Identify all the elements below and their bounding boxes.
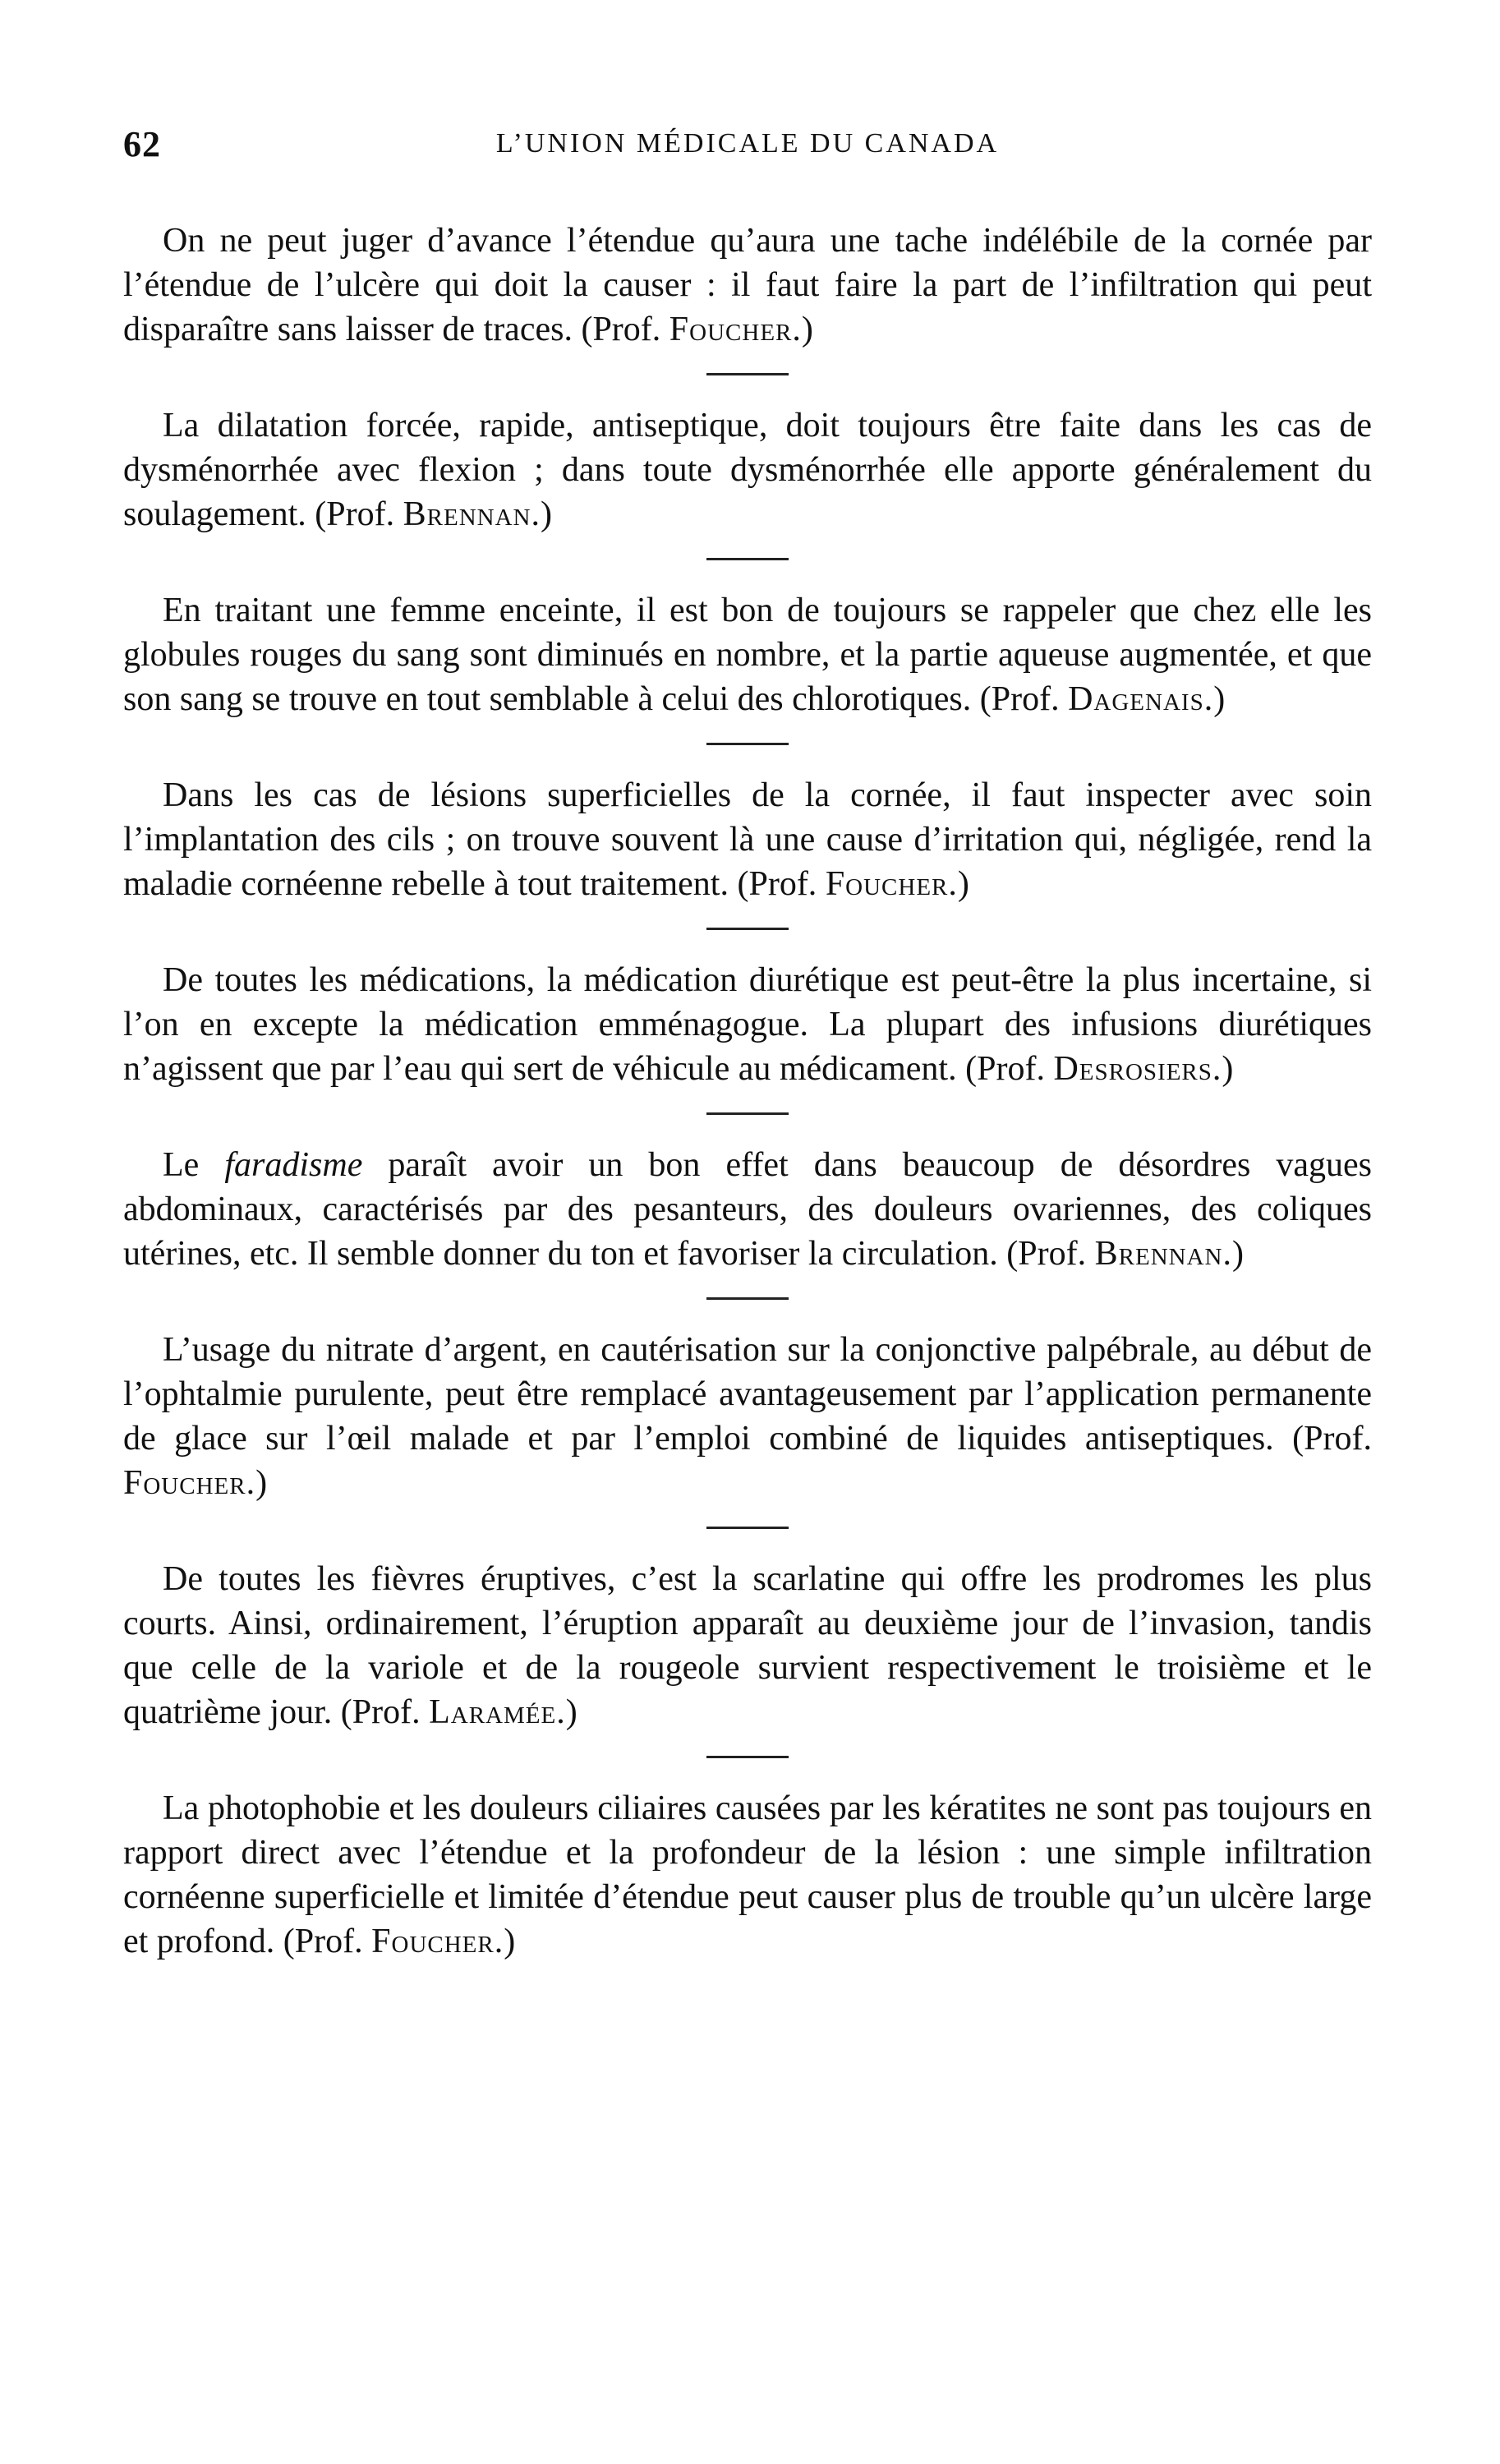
separator-rule — [706, 558, 789, 560]
separator-rule — [706, 1527, 789, 1529]
note-paragraph: Dans les cas de lésions superficielles de la cornée, il faut inspecter avec soin l’implantation des cils ; on trouve souvent là une cause d’irritation qui, négligée, rend la maladie cornéenne rebelle à tout traitement. (Prof. Foucher.) — [123, 776, 1372, 903]
attribution-prof: Prof. — [1304, 1420, 1372, 1458]
separator-rule — [706, 1297, 789, 1300]
attribution-prof: Prof. — [1018, 1235, 1087, 1273]
attribution-prof: Prof. — [748, 865, 817, 903]
attribution-prof: Prof. — [352, 1693, 421, 1731]
note-lead: Le — [163, 1146, 200, 1184]
attribution-name: Foucher. — [371, 1923, 504, 1960]
page-number: 62 — [123, 124, 161, 164]
attribution-name: Brennan. — [1094, 1235, 1232, 1273]
note-paragraph: De toutes les médications, la médication diurétique est peut-être la plus incertaine, si l’on en excepte la médication emménagogue. La plupart des infusions diurétiques n’agissent que par l’eau qui sert de véhicule au médicament. (Prof. Desrosiers.) — [123, 961, 1372, 1088]
separator-rule — [706, 373, 789, 375]
page-header — [123, 123, 1372, 173]
note-text: De toutes les fièvres éruptives, c’est la scarlatine qui offre les prodromes les plus courts. Ainsi, ordinairement, l’éruption apparaît au deuxième jour de l’invasion, tandis que celle de la variole et de la rougeole survient respectivement le troisième et le quatrième jour. — [123, 1560, 1372, 1731]
attribution-name: Desrosiers. — [1053, 1050, 1222, 1088]
note-text: La dilatation forcée, rapide, antiseptique, doit toujours être faite dans les cas de dysménorrhée avec flexion ; dans toute dysménorrhée elle apporte généralement du soulagement. — [123, 407, 1372, 533]
note-paragraph: La dilatation forcée, rapide, antiseptique, doit toujours être faite dans les cas de dysménorrhée avec flexion ; dans toute dysménorrhée elle apporte généralement du soulagement. (Prof. Brennan.) — [123, 407, 1372, 533]
note-paragraph: On ne peut juger d’avance l’étendue qu’aura une tache indélébile de la cornée par l’étendue de l’ulcère qui doit la causer : il faut faire la part de l’infiltration qui peut disparaître sans laisser de traces. (Prof. Foucher.) — [123, 222, 1372, 348]
note-paragraph: De toutes les fièvres éruptives, c’est la scarlatine qui offre les prodromes les plus courts. Ainsi, ordinairement, l’éruption apparaît au deuxième jour de l’invasion, tandis que celle de la variole et de la rougeole survient respectivement le troisième et le quatrième jour. (Prof. Laramée.) — [123, 1560, 1372, 1731]
note-paragraph: La photophobie et les douleurs ciliaires causées par les kératites ne sont pas toujours en rapport direct avec l’étendue et la profondeur de la lésion : une simple infiltration cornéenne superficielle et limitée d’étendue peut causer plus de trouble qu’un ulcère large et profond. (Prof. Foucher.) — [123, 1789, 1372, 1960]
note-text: L’usage du nitrate d’argent, en cautérisation sur la conjonctive palpébrale, au début de l’ophtalmie purulente, peut être remplacé avantageusement par l’application permanente de glace sur l’œil malade et par l’emploi combiné de liquides antiseptiques. — [123, 1331, 1372, 1458]
attribution-name: Dagenais. — [1068, 680, 1214, 718]
separator-rule — [706, 928, 789, 930]
note-text: De toutes les médications, la médication diurétique est peut-être la plus incertaine, si l’on en excepte la médication emménagogue. La plupart des infusions diurétiques n’agissent que par l’eau qui sert de véhicule au médicament. — [123, 961, 1372, 1088]
attribution-prof: Prof. — [991, 680, 1060, 718]
attribution-name: Foucher. — [669, 311, 802, 348]
note-text: La photophobie et les douleurs ciliaires causées par les kératites ne sont pas toujours en rapport direct avec l’étendue et la profondeur de la lésion : une simple infiltration cornéenne superficielle et limitée d’étendue peut causer plus de trouble qu’un ulcère large et profond. — [123, 1789, 1372, 1960]
attribution-prof: Prof. — [592, 311, 661, 348]
note-emphasis: faradisme — [224, 1146, 363, 1184]
note-text: On ne peut juger d’avance l’étendue qu’aura une tache indélébile de la cornée par l’étendue de l’ulcère qui doit la causer : il faut faire la part de l’infiltration qui peut disparaître sans laisser de traces. — [123, 222, 1372, 348]
note-paragraph: En traitant une femme enceinte, il est bon de toujours se rappeler que chez elle les globules rouges du sang sont diminués en nombre, et la partie aqueuse augmentée, et que son sang se trouve en tout semblable à celui des chlorotiques. (Prof. Dagenais.) — [123, 592, 1372, 718]
attribution-name: Foucher. — [123, 1464, 256, 1502]
attribution-prof: Prof. — [294, 1923, 363, 1960]
attribution-name: Foucher. — [825, 865, 958, 903]
attribution-prof: Prof. — [326, 495, 395, 533]
note-text: Dans les cas de lésions superficielles de la cornée, il faut inspecter avec soin l’implantation des cils ; on trouve souvent là une cause d’irritation qui, négligée, rend la maladie cornéenne rebelle à tout traitement. — [123, 776, 1372, 903]
note-text: En traitant une femme enceinte, il est bon de toujours se rappeler que chez elle les globules rouges du sang sont diminués en nombre, et la partie aqueuse augmentée, et que son sang se trouve en tout semblable à celui des chlorotiques. — [123, 592, 1372, 718]
note-text: paraît avoir un bon effet dans beaucoup de désordres vagues abdominaux, caractérisés par des pesanteurs, des douleurs ovariennes, des coliques utérines, etc. Il semble donner du ton et favoriser la circulation. — [123, 1146, 1372, 1273]
page — [123, 123, 1372, 1964]
separator-rule — [706, 1112, 789, 1115]
attribution-name: Brennan. — [403, 495, 541, 533]
attribution-prof: Prof. — [977, 1050, 1045, 1088]
running-title: L’UNION MÉDICALE DU CANADA — [495, 128, 1000, 159]
note-paragraph: Le faradisme paraît avoir un bon effet dans beaucoup de désordres vagues abdominaux, caractérisés par des pesanteurs, des douleurs ovariennes, des coliques utérines, etc. Il semble donner du ton et favoriser la circulation. (Prof. Brennan.) — [123, 1146, 1372, 1273]
separator-rule — [706, 743, 789, 745]
separator-rule — [706, 1756, 789, 1758]
note-paragraph: L’usage du nitrate d’argent, en cautérisation sur la conjonctive palpébrale, au début de l’ophtalmie purulente, peut être remplacé avantageusement par l’application permanente de glace sur l’œil malade et par l’emploi combiné de liquides antiseptiques. (Prof. Foucher.) — [123, 1331, 1372, 1502]
attribution-name: Laramée. — [429, 1693, 566, 1731]
